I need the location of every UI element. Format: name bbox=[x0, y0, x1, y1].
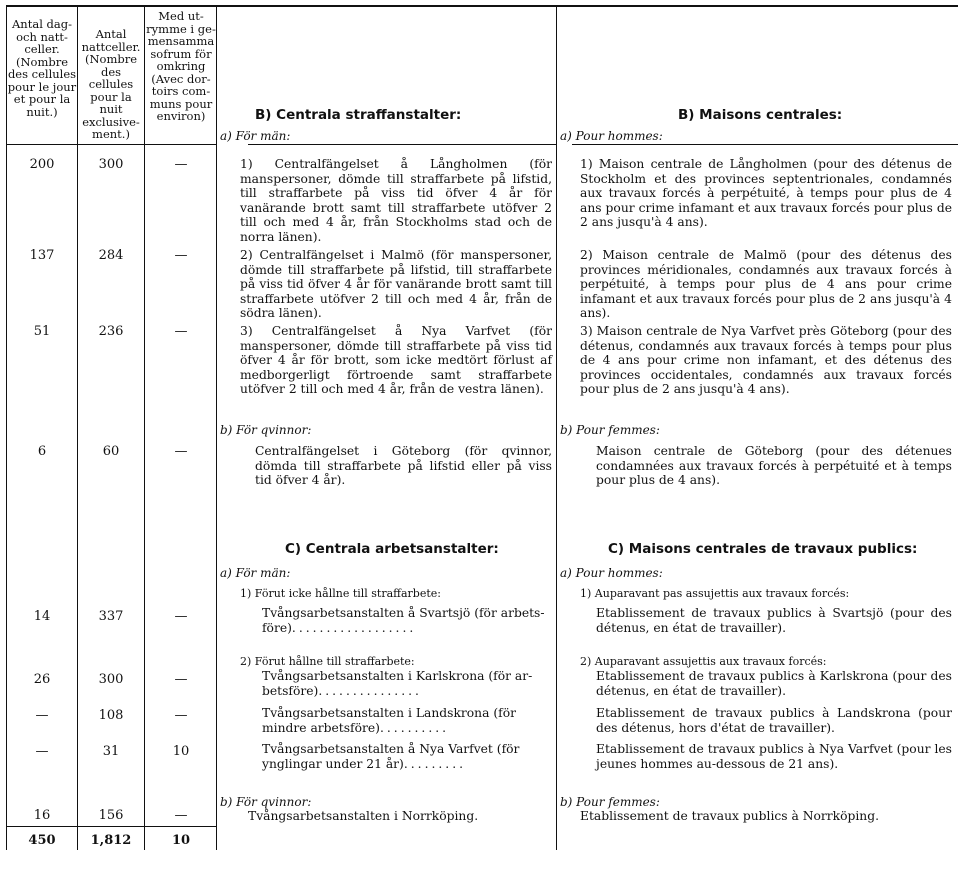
row-b1-col3: — bbox=[174, 157, 188, 172]
row-c3-col1: — bbox=[35, 708, 49, 723]
col-divider-4 bbox=[556, 5, 557, 850]
row-b3-col2: 236 bbox=[98, 324, 124, 339]
col-divider-2 bbox=[144, 5, 145, 850]
leader-dots: ............... bbox=[318, 684, 422, 698]
section-c-sub2-fr: 2) Auparavant assujettis aux travaux forcés: bbox=[580, 655, 827, 668]
row-c3-text-sv-line1: Tvångsarbetsanstalten i Landskrona (för bbox=[262, 706, 516, 720]
row-b4-col3: — bbox=[174, 444, 188, 459]
row-c5-col1: 16 bbox=[33, 808, 51, 823]
col-divider-3 bbox=[216, 5, 217, 850]
row-c3-col2: 108 bbox=[98, 708, 124, 723]
row-b1-col2: 300 bbox=[98, 157, 124, 172]
row-b4-col2: 60 bbox=[102, 444, 120, 459]
row-c4-col3: 10 bbox=[172, 744, 190, 759]
header-night-cells: Antal nattceller. (Nombre des cellules pour la nuit exclusive- ment.) bbox=[81, 27, 141, 141]
row-c4-text-sv-line1: Tvångsarbetsanstalten å Nya Varfvet (för bbox=[262, 742, 520, 756]
row-b3-col3: — bbox=[174, 324, 188, 339]
section-b-title-fr: B) Maisons centrales: bbox=[678, 107, 843, 123]
section-c-sub1-fr: 1) Auparavant pas assujettis aux travaux forcés: bbox=[580, 587, 850, 600]
row-c1-col1: 14 bbox=[33, 609, 51, 624]
row-c3-text-sv-line2 bbox=[262, 721, 554, 736]
section-b-title-sv: B) Centrala straffanstalter: bbox=[255, 107, 462, 123]
row-c3-sv-line2-label: mindre arbetsföre) bbox=[262, 721, 380, 735]
total-col2: 1,812 bbox=[90, 833, 132, 848]
row-c3-col3: — bbox=[174, 708, 188, 723]
row-c1-col3: — bbox=[174, 609, 188, 624]
section-b-women-sv: b) För qvinnor: bbox=[220, 423, 312, 437]
header-rule-text bbox=[248, 144, 556, 145]
row-c5-text-fr: Etablissement de travaux publics à Norrköping. bbox=[580, 809, 879, 823]
section-c-title-fr: C) Maisons centrales de travaux publics: bbox=[608, 541, 918, 557]
row-b4-col1: 6 bbox=[37, 444, 47, 459]
leader-dots: ......... bbox=[403, 757, 467, 771]
row-c1-text-sv-line1: Tvångsarbetsanstalten å Svartsjö (för arbets- bbox=[262, 606, 545, 620]
row-b2-text-sv: 2) Centralfängelset i Malmö (för manspersoner, dömde till straffarbete på lifstid, till straffarbete på viss tid öfver 4 år för vanärande brott samt till straffarbete utöfver 2 till och med 4 år, från de södra länen). bbox=[240, 248, 552, 320]
row-c2-col2: 300 bbox=[98, 672, 124, 687]
header-rule-french bbox=[572, 144, 958, 145]
row-b2-col2: 284 bbox=[98, 248, 124, 263]
row-c4-col2: 31 bbox=[102, 744, 120, 759]
section-c-men-fr: a) Pour hommes: bbox=[560, 566, 663, 580]
row-c1-sv-line2-label: före) bbox=[262, 621, 292, 635]
row-c1-text-fr: Etablissement de travaux publics à Svartsjö (pour des détenus, en état de travailler). bbox=[596, 606, 952, 635]
row-c4-text-sv-line2 bbox=[262, 757, 554, 772]
row-c2-col3: — bbox=[174, 672, 188, 687]
row-b4-text-sv: Centralfängelset i Göteborg (för qvinnor, dömda till straffarbete på lifstid eller på viss tid öfver 4 år). bbox=[255, 444, 552, 487]
total-rule bbox=[6, 826, 216, 827]
row-b2-col3: — bbox=[174, 248, 188, 263]
row-b1-text-sv: 1) Centralfängelset å Långholmen (för manspersoner, dömde till straffarbete på lifstid, till straffarbete på viss tid öfver 4 år för vanärande brott samt till straffarbete utöfver 2 till och med 4 år, från Stockholms stad och de norra länen). bbox=[240, 157, 552, 244]
row-c1-text-sv-line2 bbox=[262, 621, 554, 636]
section-b-men-sv: a) För män: bbox=[220, 129, 291, 143]
section-c-sub1-sv: 1) Förut icke hållne till straffarbete: bbox=[240, 587, 441, 600]
section-c-men-sv: a) För män: bbox=[220, 566, 291, 580]
row-c2-text-sv-line1: Tvångsarbetsanstalten i Karlskrona (för ar- bbox=[262, 669, 533, 683]
header-rule-numbers bbox=[6, 144, 216, 145]
section-c-title-sv: C) Centrala arbetsanstalter: bbox=[285, 541, 499, 557]
leader-dots: .................. bbox=[291, 621, 417, 635]
header-dormitory: Med ut- rymme i ge- mensamma sofrum för omkring (Avec dor- toirs com- muns pour environ) bbox=[146, 9, 216, 123]
row-c4-text-fr: Etablissement de travaux publics à Nya Varfvet (pour les jeunes hommes au-dessous de 21 ans). bbox=[596, 742, 952, 771]
row-b3-text-fr: 3) Maison centrale de Nya Varfvet près Göteborg (pour des détenus, condamnés aux travaux forcés à temps pour plus de 4 ans pour crime non infamant, et des détenus des provinces occidentales, condamnés aux travaux forcés pour plus de 2 ans jusqu'à 4 ans). bbox=[580, 324, 952, 396]
row-b2-col1: 137 bbox=[29, 248, 55, 263]
section-c-women-sv: b) För qvinnor: bbox=[220, 795, 312, 809]
row-c3-text-fr: Etablissement de travaux publics à Landskrona (pour des détenus, hors d'état de travailler). bbox=[596, 706, 952, 735]
row-c4-col1: — bbox=[35, 744, 49, 759]
row-b2-text-fr: 2) Maison centrale de Malmö (pour des détenus des provinces méridionales, condamnés aux travaux forcés à perpétuité, à temps pour plus de 4 ans pour crime infamant et aux travaux forcés pour plus de 2 ans jusqu'à 4 ans). bbox=[580, 248, 952, 320]
row-b1-text-fr: 1) Maison centrale de Långholmen (pour des détenus de Stockholm et des provinces septentrionales, condamnés aux travaux forcés à perpétuité, à temps pour plus de 4 ans pour crime infamant et aux travaux forcés pour plus de 2 ans jusqu'à 4 ans). bbox=[580, 157, 952, 229]
row-c5-col2: 156 bbox=[98, 808, 124, 823]
section-c-sub2-sv: 2) Förut hållne till straffarbete: bbox=[240, 655, 415, 668]
total-col3: 10 bbox=[171, 833, 191, 848]
row-c2-text-fr: Etablissement de travaux publics à Karlskrona (pour des détenus, en état de travailler). bbox=[596, 669, 952, 698]
row-b4-text-fr: Maison centrale de Göteborg (pour des détenues condamnées aux travaux forcés à perpétuité et à temps pour plus de 4 ans). bbox=[596, 444, 952, 487]
left-border bbox=[6, 5, 7, 850]
row-c2-text-sv-line2 bbox=[262, 684, 554, 699]
section-c-women-fr: b) Pour femmes: bbox=[560, 795, 660, 809]
top-rule bbox=[6, 5, 958, 7]
row-c5-text-sv: Tvångsarbetsanstalten i Norrköping. bbox=[248, 809, 479, 823]
section-b-women-fr: b) Pour femmes: bbox=[560, 423, 660, 437]
row-c2-col1: 26 bbox=[33, 672, 51, 687]
section-b-men-fr: a) Pour hommes: bbox=[560, 129, 663, 143]
row-c4-sv-line2-label: ynglingar under 21 år) bbox=[262, 757, 404, 771]
row-c2-sv-line2-label: betsföre) bbox=[262, 684, 319, 698]
header-day-night-cells: Antal dag- och natt- celler. (Nombre des cellules pour le jour et pour la nuit.) bbox=[7, 17, 77, 119]
row-b1-col1: 200 bbox=[29, 157, 55, 172]
row-b3-col1: 51 bbox=[33, 324, 51, 339]
row-b3-text-sv: 3) Centralfängelset å Nya Varfvet (för manspersoner, dömde till straffarbete på viss tid öfver 4 år för brott, som icke medtört förlust af medborgerligt förtroende samt straffarbete utöfver 2 till och med 4 år, från de vestra länen). bbox=[240, 324, 552, 396]
total-col1: 450 bbox=[28, 833, 56, 848]
row-c1-col2: 337 bbox=[98, 609, 124, 624]
leader-dots: .......... bbox=[379, 721, 450, 735]
row-c5-col3: — bbox=[174, 808, 188, 823]
